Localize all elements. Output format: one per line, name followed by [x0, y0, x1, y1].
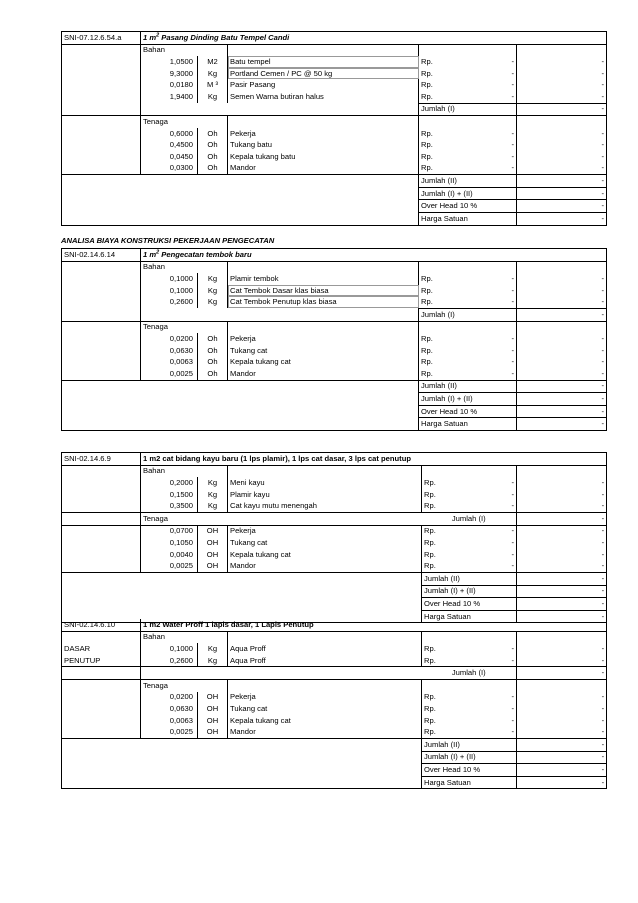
- summary-label: Harga Satuan: [419, 212, 517, 225]
- summary-label: Jumlah (II): [422, 572, 517, 585]
- jumlah-1-label: Jumlah (I): [419, 103, 517, 116]
- summary-label: Jumlah (I) + (II): [422, 751, 517, 764]
- summary-label: Jumlah (I) + (II): [419, 393, 517, 406]
- analysis-table: SNI-02.14.6.9 1 m2 cat bidang kayu baru (1 lps plamir), 1 lps cat dasar, 3 lps cat penutup Bahan 0,2000 Kg Meni kayu Rp. - - 0,1500 Kg Plamir kayu Rp. - - 0,3500 Kg Cat kayu mutu menengah Rp. - - Tenaga Jumlah (I) - 0,0700 OH Pekerja Rp. - - 0,1050 OH Tukang cat Rp. - - 0,0040 OH Kepala tukang cat Rp. - - 0,0025 OH Mandor Rp. - - Jumlah (II) - Jumlah (I) + (II) - Over Head 10 % - Harga Satuan -: [61, 452, 607, 623]
- item-code: SNI-02.14.6.10: [62, 619, 141, 631]
- item-title: 1 $m^2$ Pengecatan tembok baru: [141, 249, 607, 262]
- item-title: 1 m2 cat bidang kayu baru (1 lps plamir), 1 lps cat dasar, 3 lps cat penutup: [141, 453, 607, 466]
- bahan-label: Bahan: [141, 261, 228, 273]
- analysis-block-1: [61, 31, 606, 226]
- item-code: SNI-02.14.6.9: [62, 453, 141, 466]
- jumlah-1-label: Jumlah (I): [422, 667, 517, 680]
- summary-label: Harga Satuan: [422, 610, 517, 623]
- summary-label: Over Head 10 %: [419, 405, 517, 418]
- analysis-table: SNI-02.14.6.10 1 m2 Water Proff 1 lapis dasar, 1 Lapis Penutup Bahan DASAR 0,1000 Kg Aqua Proff Rp. - - PENUTUP 0,2600 Kg Aqua Proff Rp. - - Jumlah (I) - Tenaga 0,0200 OH Pekerja Rp. - - 0,0630 OH Tukang cat Rp. - - 0,0063 OH Kepala tukang cat Rp. - - 0,0025 OH Mandor Rp. - - Jumlah (II) - Jumlah (I) + (II) - Over Head 10 % - Harga Satuan -: [61, 619, 607, 789]
- summary-label: Jumlah (II): [419, 175, 517, 188]
- analysis-block-4: [61, 619, 606, 789]
- tenaga-label: Tenaga: [141, 679, 228, 691]
- tenaga-label: Tenaga: [141, 116, 228, 128]
- item-title: 1 m2 Water Proff 1 lapis dasar, 1 Lapis Penutup: [141, 619, 607, 631]
- layer-label: PENUTUP: [62, 655, 141, 667]
- section-heading: ANALISA BIAYA KONSTRUKSI PEKERJAAN PENGECATAN: [61, 236, 275, 245]
- jumlah-1-label: Jumlah (I): [419, 308, 517, 321]
- summary-label: Jumlah (I) + (II): [419, 187, 517, 200]
- summary-label: Over Head 10 %: [419, 200, 517, 213]
- bahan-label: Bahan: [141, 44, 228, 56]
- item-code: SNI-02.14.6.14: [62, 249, 141, 262]
- summary-label: Jumlah (II): [419, 380, 517, 393]
- bahan-label: Bahan: [141, 465, 228, 477]
- item-title: 1 $m^2$ Pasang Dinding Batu Tempel Candi: [141, 32, 607, 45]
- summary-label: Jumlah (I) + (II): [422, 585, 517, 598]
- jumlah-1-label: Jumlah (I): [422, 512, 517, 525]
- summary-label: Over Head 10 %: [422, 764, 517, 777]
- tenaga-label: Tenaga: [141, 512, 228, 525]
- analysis-table: SNI-02.14.6.14 1 $m^2$ Pengecatan tembok baru Bahan 0,1000 Kg Plamir tembok Rp. - - 0,1000 Kg Cat Tembok Dasar klas biasa Rp. - - 0,2600 Kg Cat Tembok Penutup klas biasa Rp. - - Jumlah (I) - Tenaga 0,0200 Oh Pekerja Rp. - - 0,0630 Oh Tukang cat Rp. - - 0,0063 Oh Kepala tukang cat Rp. - - 0,0025 Oh Mandor Rp. - - Jumlah (II) - Jumlah (I) + (II) - Over Head 10 % - Harga Satuan -: [61, 248, 607, 431]
- summary-label: Harga Satuan: [422, 776, 517, 789]
- tenaga-label: Tenaga: [141, 321, 228, 333]
- bahan-label: Bahan: [141, 631, 228, 643]
- summary-label: Jumlah (II): [422, 738, 517, 751]
- summary-label: Harga Satuan: [419, 418, 517, 431]
- analysis-table: SNI-07.12.6.54.a 1 $m^2$ Pasang Dinding Batu Tempel Candi Bahan 1,0500 M2 Batu tempel Rp. - - 9,3000 Kg Portland Cemen / PC @ 50 kg Rp. - - 0,0180 M ³ Pasir Pasang Rp. - - 1,9400 Kg Semen Warna butiran halus Rp. - - Jumlah (I) - Tenaga 0,6000 Oh Pekerja Rp. - - 0,4500 Oh Tukang batu Rp. - - 0,0450 Oh Kepala tukang batu Rp. - - 0,0300 Oh Mandor Rp. - - Jumlah (II) - Jumlah (I) + (II) - Over Head 10 % - Harga Satuan -: [61, 31, 607, 226]
- summary-label: Over Head 10 %: [422, 598, 517, 611]
- item-code: SNI-07.12.6.54.a: [62, 32, 141, 45]
- analysis-block-2: [61, 248, 606, 431]
- layer-label: DASAR: [62, 643, 141, 655]
- analysis-block-3: [61, 452, 606, 623]
